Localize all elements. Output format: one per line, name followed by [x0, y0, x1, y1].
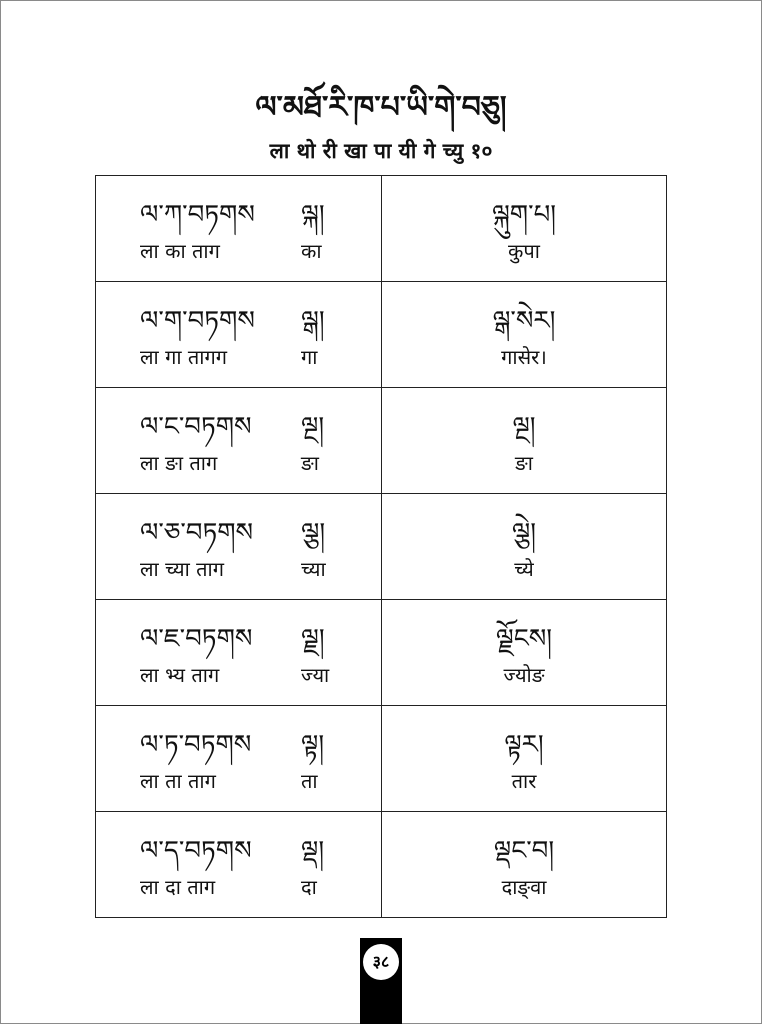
spelling-cell: [96, 176, 382, 282]
page-number: ३८: [363, 944, 399, 980]
syllable-devanagari: ङा: [301, 450, 319, 475]
spelling-tibetan: ལ་ད་བཏགས: [140, 835, 252, 866]
spelling-cell: [96, 388, 382, 494]
table-row: [96, 706, 667, 812]
word-devanagari: दाङ्वा: [501, 874, 547, 899]
spelling-devanagari: ला दा ताग: [140, 874, 216, 899]
spelling-cell: [96, 494, 382, 600]
word-tibetan: ལྗོངས།: [495, 623, 553, 654]
word-cell: [382, 812, 667, 918]
syllable-tibetan: ལྗ།: [301, 623, 325, 654]
word-cell: [382, 388, 667, 494]
table-row: [96, 812, 667, 918]
page-title-devanagari: ला थो री खा पा यी गे च्यु १०: [269, 139, 493, 163]
word-cell: [382, 600, 667, 706]
word-cell: [382, 176, 667, 282]
word-devanagari: च्ये: [514, 556, 534, 581]
spelling-cell: [96, 812, 382, 918]
table-row: [96, 282, 667, 388]
syllable-tibetan: ལྟ།: [301, 729, 325, 760]
page-number-tab: [360, 938, 402, 1024]
spelling-tibetan: ལ་ག་བཏགས: [140, 305, 255, 336]
table-row: [96, 600, 667, 706]
spelling-cell: [96, 706, 382, 812]
table-row: [96, 176, 667, 282]
syllable-tibetan: ལྐ།: [301, 199, 325, 230]
table-row: [96, 494, 667, 600]
syllable-tibetan: ལྕ།: [301, 517, 326, 548]
syllable-tibetan: ལྔ།: [301, 411, 325, 442]
lesson-table: [95, 175, 667, 918]
spelling-devanagari: ला ता ताग: [140, 768, 216, 793]
spelling-cell: [96, 600, 382, 706]
syllable-devanagari: दा: [301, 874, 317, 899]
syllable-tibetan: ལྒ།: [301, 305, 325, 336]
word-tibetan: ལྕེ།: [511, 517, 537, 548]
word-tibetan: ལྟར།: [504, 729, 544, 760]
word-devanagari: तार: [511, 768, 537, 793]
spelling-tibetan: ལ་ཇ་བཏགས: [140, 623, 253, 654]
word-devanagari: ज्योङ: [503, 662, 545, 687]
syllable-devanagari: ता: [301, 768, 318, 793]
word-tibetan: ལྔ།: [512, 411, 536, 442]
spelling-tibetan: ལ་ང་བཏགས: [140, 411, 252, 442]
word-devanagari: कुपा: [508, 238, 540, 263]
word-tibetan: ལྐུག་པ།: [491, 199, 557, 230]
syllable-tibetan: ལྡ།: [301, 835, 325, 866]
syllable-devanagari: गा: [301, 344, 318, 369]
table-row: [96, 388, 667, 494]
syllable-devanagari: च्या: [301, 556, 326, 581]
spelling-tibetan: ལ་ཅ་བཏགས: [140, 517, 254, 548]
spelling-cell: [96, 282, 382, 388]
spelling-devanagari: ला ङा ताग: [140, 450, 218, 475]
syllable-devanagari: का: [301, 238, 322, 263]
spelling-devanagari: ला भ्य ताग: [140, 662, 220, 687]
word-cell: [382, 282, 667, 388]
word-devanagari: गासेर।: [501, 344, 547, 369]
word-cell: [382, 494, 667, 600]
page-title-tibetan: ལ་མཐོ་རི་ཁ་པ་ཡི་གེ་བཅུ།: [255, 90, 507, 125]
spelling-devanagari: ला गा तागग: [140, 344, 227, 369]
word-tibetan: ལྡང་བ།: [493, 835, 555, 866]
word-devanagari: ङा: [515, 450, 533, 475]
spelling-tibetan: ལ་ཀ་བཏགས: [140, 199, 255, 230]
spelling-devanagari: ला का ताग: [140, 238, 220, 263]
word-tibetan: ལྒ་སེར།: [492, 305, 556, 336]
spelling-tibetan: ལ་ཏ་བཏགས: [140, 729, 252, 760]
syllable-devanagari: ज्या: [301, 662, 330, 687]
spelling-devanagari: ला च्या ताग: [140, 556, 224, 581]
word-cell: [382, 706, 667, 812]
